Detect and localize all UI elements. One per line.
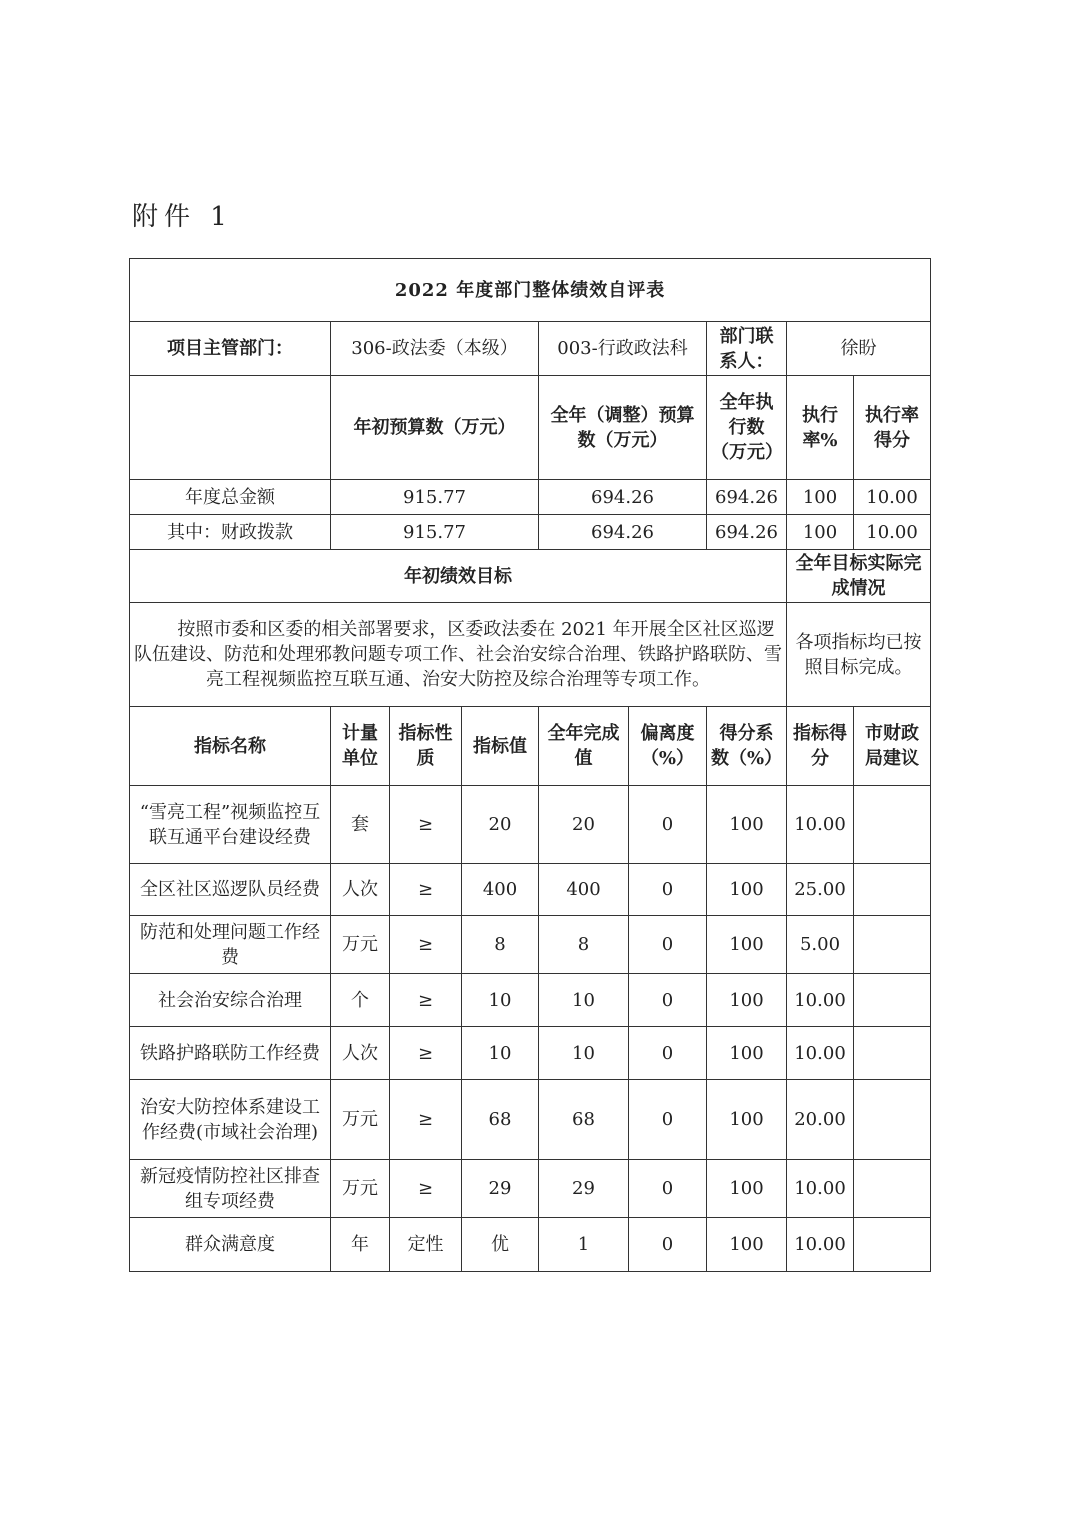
indicator-row	[130, 1160, 931, 1218]
indicator-coef: 100	[707, 1027, 787, 1080]
indicator-target: 400	[462, 864, 539, 916]
indicator-target: 68	[462, 1080, 539, 1160]
indicator-nature: ≥	[390, 974, 462, 1027]
indicator-row	[130, 916, 931, 974]
indicator-actual: 8	[539, 916, 629, 974]
indicator-coef: 100	[707, 1080, 787, 1160]
indicator-target: 10	[462, 974, 539, 1027]
budget-initial: 915.77	[331, 515, 539, 550]
indicator-row	[130, 974, 931, 1027]
indicator-header-row	[130, 707, 931, 786]
indicator-unit: 个	[331, 974, 390, 1027]
indicator-name: 群众满意度	[130, 1218, 331, 1272]
indicator-col-target: 指标值	[462, 707, 539, 786]
indicator-name: 全区社区巡逻队员经费	[130, 864, 331, 916]
indicator-coef: 100	[707, 864, 787, 916]
indicator-deviation: 0	[629, 974, 707, 1027]
indicator-score: 10.00	[787, 1027, 854, 1080]
indicator-name: “雪亮工程”视频监控互联互通平台建设经费	[130, 786, 331, 864]
indicator-target: 20	[462, 786, 539, 864]
budget-col-executed: 全年执行数（万元）	[707, 376, 787, 480]
table-title: 2022 年度部门整体绩效自评表	[130, 259, 931, 322]
indicator-target: 10	[462, 1027, 539, 1080]
indicator-row	[130, 1080, 931, 1160]
indicator-name: 治安大防控体系建设工作经费(市域社会治理)	[130, 1080, 331, 1160]
indicator-deviation: 0	[629, 786, 707, 864]
indicator-col-coef: 得分系数（%）	[707, 707, 787, 786]
indicator-advice	[854, 786, 931, 864]
indicator-score: 25.00	[787, 864, 854, 916]
indicator-score: 20.00	[787, 1080, 854, 1160]
indicator-nature: ≥	[390, 786, 462, 864]
indicator-target: 8	[462, 916, 539, 974]
indicator-score: 10.00	[787, 1160, 854, 1218]
indicator-actual: 10	[539, 974, 629, 1027]
indicator-actual: 20	[539, 786, 629, 864]
indicator-unit: 年	[331, 1218, 390, 1272]
budget-adjusted: 694.26	[539, 480, 707, 515]
contact-label: 部门联系人：	[707, 322, 787, 376]
indicator-col-deviation: 偏离度（%）	[629, 707, 707, 786]
dept-label: 项目主管部门：	[130, 322, 331, 376]
indicator-unit: 套	[331, 786, 390, 864]
indicator-row	[130, 1218, 931, 1272]
indicator-deviation: 0	[629, 864, 707, 916]
indicator-unit: 人次	[331, 864, 390, 916]
indicator-advice	[854, 1080, 931, 1160]
budget-rate: 100	[787, 515, 854, 550]
goals-completion-label: 全年目标实际完成情况	[787, 550, 931, 603]
dept-value: 306-政法委（本级）	[331, 322, 539, 376]
goals-target-text: 按照市委和区委的相关部署要求，区委政法委在 2021 年开展全区社区巡逻队伍建设、防范和处理邪教问题专项工作、社会治安综合治理、铁路护路联防、雪亮工程视频监控互联互通、治安大防控及综合治理等专项工作。	[130, 603, 787, 707]
indicator-unit: 万元	[331, 916, 390, 974]
indicator-actual: 68	[539, 1080, 629, 1160]
budget-header-blank	[130, 376, 331, 480]
indicator-coef: 100	[707, 916, 787, 974]
performance-evaluation-table	[129, 258, 931, 1272]
attachment-label: 附件 1	[132, 202, 233, 232]
budget-executed: 694.26	[707, 480, 787, 515]
indicator-actual: 1	[539, 1218, 629, 1272]
indicator-nature: ≥	[390, 1027, 462, 1080]
budget-col-score: 执行率得分	[854, 376, 931, 480]
indicator-col-actual: 全年完成值	[539, 707, 629, 786]
indicator-deviation: 0	[629, 1160, 707, 1218]
indicator-actual: 400	[539, 864, 629, 916]
unit-value: 003-行政政法科	[539, 322, 707, 376]
indicator-name: 新冠疫情防控社区排查组专项经费	[130, 1160, 331, 1218]
indicator-advice	[854, 1218, 931, 1272]
budget-executed: 694.26	[707, 515, 787, 550]
budget-rate: 100	[787, 480, 854, 515]
indicator-col-nature: 指标性质	[390, 707, 462, 786]
indicator-advice	[854, 1027, 931, 1080]
goals-completion-text: 各项指标均已按照目标完成。	[787, 603, 931, 707]
indicator-advice	[854, 864, 931, 916]
indicator-nature: 定性	[390, 1218, 462, 1272]
budget-row-label: 年度总金额	[130, 480, 331, 515]
indicator-actual: 10	[539, 1027, 629, 1080]
indicator-score: 10.00	[787, 786, 854, 864]
indicator-deviation: 0	[629, 1027, 707, 1080]
indicator-advice	[854, 1160, 931, 1218]
contact-value: 徐盼	[787, 322, 931, 376]
indicator-deviation: 0	[629, 1080, 707, 1160]
indicator-nature: ≥	[390, 1160, 462, 1218]
indicator-name: 社会治安综合治理	[130, 974, 331, 1027]
indicator-deviation: 0	[629, 916, 707, 974]
indicator-score: 5.00	[787, 916, 854, 974]
budget-adjusted: 694.26	[539, 515, 707, 550]
indicator-unit: 万元	[331, 1160, 390, 1218]
indicator-actual: 29	[539, 1160, 629, 1218]
indicator-col-score: 指标得分	[787, 707, 854, 786]
budget-score: 10.00	[854, 480, 931, 515]
indicator-row	[130, 1027, 931, 1080]
budget-row	[130, 480, 931, 515]
indicator-unit: 人次	[331, 1027, 390, 1080]
indicator-name: 铁路护路联防工作经费	[130, 1027, 331, 1080]
goals-target-label: 年初绩效目标	[130, 550, 787, 603]
indicator-advice	[854, 916, 931, 974]
indicator-row	[130, 786, 931, 864]
budget-initial: 915.77	[331, 480, 539, 515]
indicator-coef: 100	[707, 974, 787, 1027]
budget-col-adjusted: 全年（调整）预算数（万元）	[539, 376, 707, 480]
indicator-coef: 100	[707, 786, 787, 864]
budget-row-label: 其中：财政拨款	[130, 515, 331, 550]
indicator-name: 防范和处理问题工作经费	[130, 916, 331, 974]
indicator-nature: ≥	[390, 1080, 462, 1160]
indicator-score: 10.00	[787, 974, 854, 1027]
indicator-unit: 万元	[331, 1080, 390, 1160]
budget-col-rate: 执行率%	[787, 376, 854, 480]
indicator-col-advice: 市财政局建议	[854, 707, 931, 786]
budget-row	[130, 515, 931, 550]
indicator-coef: 100	[707, 1218, 787, 1272]
indicator-target: 优	[462, 1218, 539, 1272]
budget-score: 10.00	[854, 515, 931, 550]
indicator-deviation: 0	[629, 1218, 707, 1272]
indicator-score: 10.00	[787, 1218, 854, 1272]
indicator-advice	[854, 974, 931, 1027]
indicator-nature: ≥	[390, 916, 462, 974]
indicator-col-name: 指标名称	[130, 707, 331, 786]
indicator-nature: ≥	[390, 864, 462, 916]
indicator-col-unit: 计量单位	[331, 707, 390, 786]
indicator-target: 29	[462, 1160, 539, 1218]
indicator-row	[130, 864, 931, 916]
indicator-coef: 100	[707, 1160, 787, 1218]
budget-col-initial: 年初预算数（万元）	[331, 376, 539, 480]
